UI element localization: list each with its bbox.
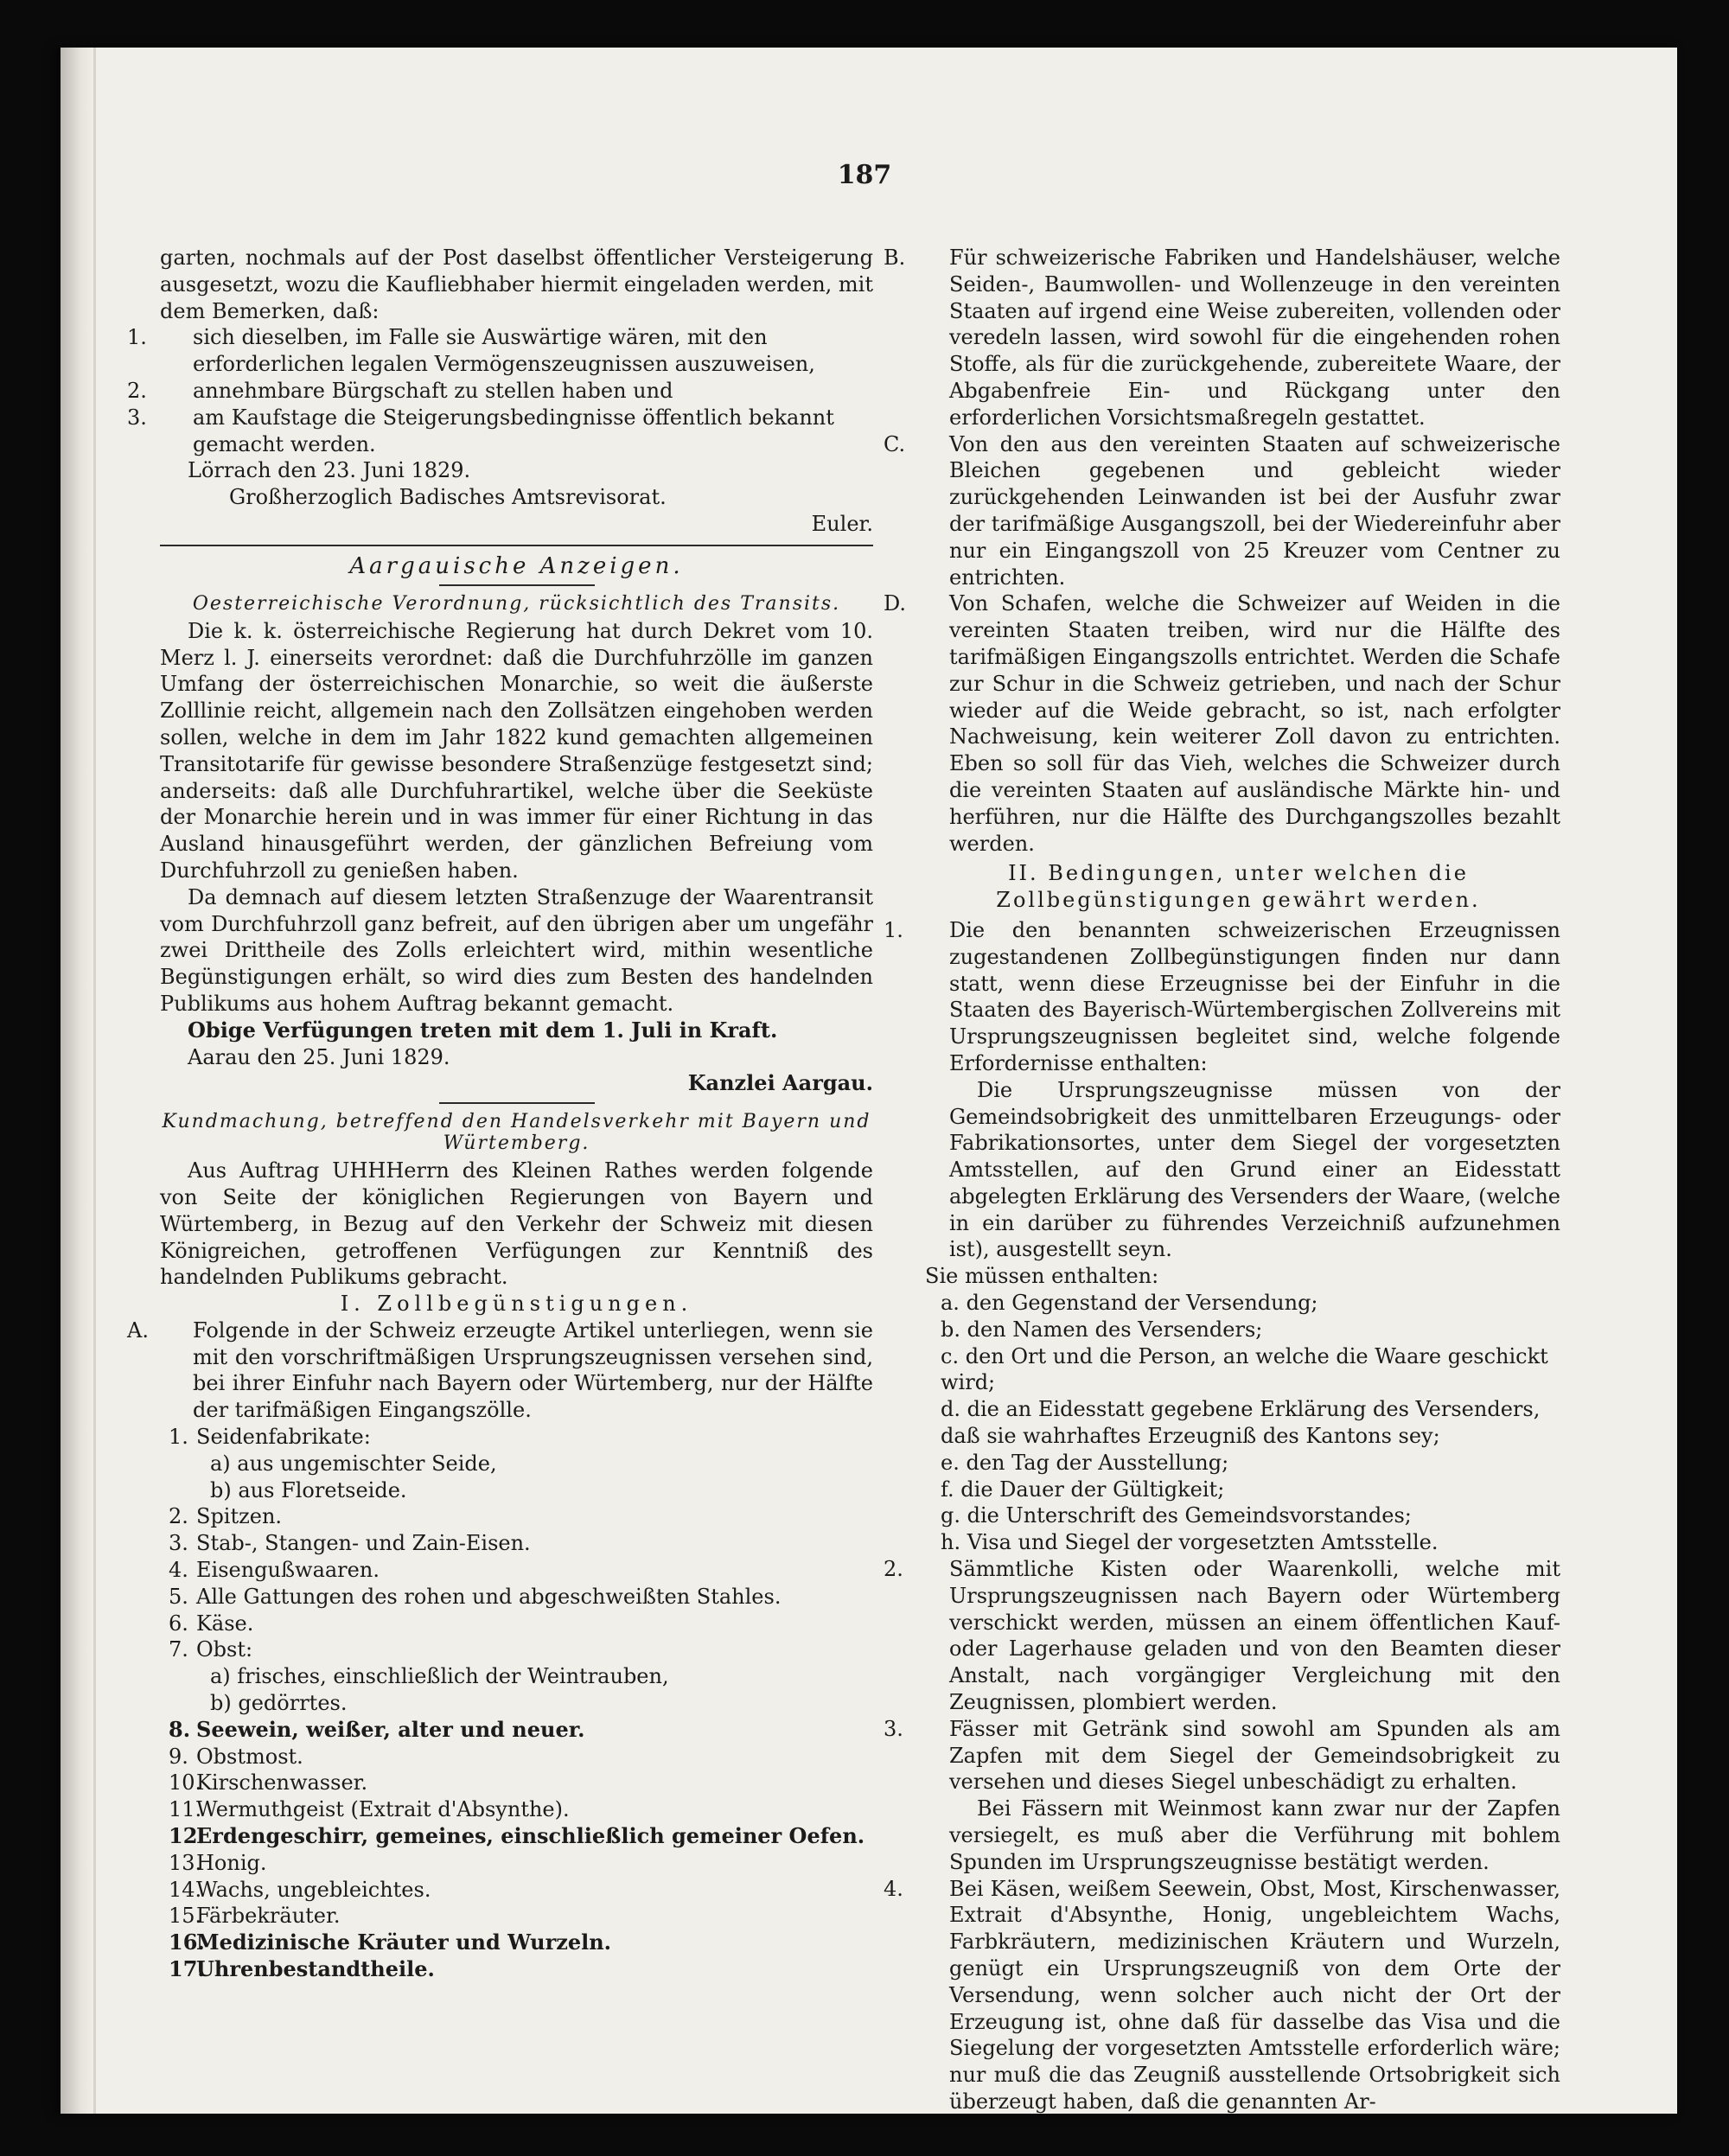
condition-3: 3. Fässer mit Getränk sind sowohl am Spunden als am Zapfen mit dem Siegel der Gemeindsobrigkeit zu versehen und dieses Siegel unbeschädigt zu erhalten. <box>884 1716 1560 1795</box>
list-item: g. die Unterschrift des Gemeindsvorstandes; <box>941 1503 1412 1528</box>
list-item: 6. Käse. <box>169 1611 254 1636</box>
list-item: 2. annehmbare Bürgschaft zu stellen haben und <box>127 378 673 403</box>
place-date: Aarau den 25. Juni 1829. <box>188 1044 450 1069</box>
condition-1-text: Die Ursprungszeugnisse müssen von der Gemeindsobrigkeit des unmittelbaren Erzeugungs- oder Fabrikationsortes, unter dem Siegel der vorgesetzten Amtsstellen, auf den Grund einer an Eidesstatt abgelegten Erklärung des Versenders der Waare, (welche in ein darüber zu führendes Verzeichniß aufzunehmen ist), ausgestellt seyn. <box>949 1077 1560 1262</box>
list-item: h. Visa und Siegel der vorgesetzten Amtsstelle. <box>941 1530 1439 1555</box>
list-item: 15.Färbekräuter. <box>169 1904 341 1929</box>
signature: Euler. <box>811 511 873 536</box>
list-item: 13.Honig. <box>169 1850 267 1875</box>
ordinance-title: Oesterreichische Verordnung, rücksichtlich des Transits. <box>192 592 841 615</box>
divider <box>439 1102 595 1104</box>
list-item: e. den Tag der Ausstellung; <box>941 1450 1229 1475</box>
item-D: D. Von Schafen, welche die Schweizer auf Weiden in die vereinten Staaten treiben, wird nur die Hälfte des tarifmäßigen Eingangszolls entrichtet. Werden die Schafe zur Schur in die Schweiz getrieben, und nach der Schur wieder auf die Weide gebracht, so ist, nach erfolgter Nachweisung, kein weiterer Zoll davon zu entrichten. Eben so soll für das Vieh, welches die Schweizer durch die vereinten Staaten auf ausländische Märkte hin- und herführen, nur die Hälfte des Durchgangszolles bezahlt werden. <box>884 591 1560 856</box>
list-item: 3. Stab-, Stangen- und Zain-Eisen. <box>169 1531 531 1556</box>
list-item: 8. Seewein, weißer, alter und neuer. <box>169 1716 585 1742</box>
list-item: 12.Erdengeschirr, gemeines, einschließlich gemeiner Oefen. <box>169 1823 865 1849</box>
list-item: f. die Dauer der Gültigkeit; <box>941 1477 1225 1502</box>
ordinance-paragraph: Die k. k. österreichische Regierung hat durch Dekret vom 10. Merz l. J. einerseits verordnet: daß die Durchfuhrzölle im ganzen Umfang der österreichischen Monarchie, so weit die äußerste Zolllinie reicht, allgemein nach den Zollsätzen eingehoben werden sollen, welche in dem im Jahr 1822 kund gemachten allgemeinen Transitotarife für gewisse besondere Straßenzüge festgesetzt sind; anderseits: daß alle Durchfuhrartikel, welche über die Seeküste der Monarchie herein und in was immer für einer Richtung in das Ausland hinausgeführt werden, der gänzlichen Befreiung vom Durchfuhrzoll zu genießen haben. <box>160 618 873 883</box>
ordinance-paragraph: Obige Verfügungen treten mit dem 1. Juli in Kraft. <box>188 1017 778 1043</box>
right-column <box>884 245 1560 2115</box>
heading-II: II. Bedingungen, unter welchen die Zollbegünstigungen gewährt werden. <box>996 861 1481 913</box>
list-item: 9. Obstmost. <box>169 1744 303 1769</box>
list-item: 5. Alle Gattungen des rohen und abgeschweißten Stahles. <box>169 1584 782 1609</box>
list-item: 16.Medizinische Kräuter und Wurzeln. <box>169 1930 612 1955</box>
notice-title: Kundmachung, betreffend den Handelsverkehr mit Bayern und Würtemberg. <box>162 1111 871 1155</box>
newspaper-page <box>61 48 1677 2114</box>
section-title: Aargauische Anzeigen. <box>349 552 684 579</box>
list-item: b) gedörrtes. <box>210 1691 348 1716</box>
item-A: A. Folgende in der Schweiz erzeugte Artikel unterliegen, wenn sie mit den vorschriftmäßigen Ursprungszeugnissen versehen sind, bei ihrer Einfuhr nach Bayern oder Würtemberg, nur der Hälfte der tarifmäßigen Eingangszölle. <box>127 1317 873 1423</box>
list-item: 7. Obst: <box>169 1637 253 1662</box>
list-item: b) aus Floretseide. <box>210 1477 407 1502</box>
page-number: 187 <box>837 160 892 190</box>
gutter-line <box>93 48 96 2114</box>
authority: Großherzoglich Badisches Amtsrevisorat. <box>229 485 667 510</box>
list-item: a. den Gegenstand der Versendung; <box>941 1291 1318 1316</box>
condition-3-text: Bei Fässern mit Weinmost kann zwar nur der Zapfen versiegelt, es muß aber die Verführung mit bohlem Spunden im Ursprungszeugnisse bestätigt werden. <box>949 1796 1560 1874</box>
list-item: 14.Wachs, ungebleichtes. <box>169 1877 431 1902</box>
list-item: 10.Kirschenwasser. <box>169 1770 368 1796</box>
left-column <box>127 245 873 1983</box>
list-item: a) aus ungemischter Seide, <box>210 1451 497 1476</box>
place-date: Lörrach den 23. Juni 1829. <box>188 458 471 483</box>
book-spine <box>61 48 95 2114</box>
list-item: 1. Seidenfabrikate: <box>169 1425 371 1450</box>
requirement-list <box>916 1290 1560 1556</box>
list-item: d. die an Eidesstatt gegebene Erklärung des Versenders, daß sie wahrhaftes Erzeugniß des Kantons sey; <box>941 1397 1541 1449</box>
list-item: 1. sich dieselben, im Falle sie Auswärtige wären, mit den erforderlichen legalen Vermögenszeugnissen auszuweisen, <box>127 325 815 377</box>
item-C: C. Von den aus den vereinten Staaten auf schweizerische Bleichen gegebenen und gebleicht wieder zurückgehenden Leinwanden ist bei der Ausfuhr zwar der tarifmäßige Ausgangszoll, bei der Wiedereinfuhr aber nur ein Eingangszoll von 25 Kreuzer vom Centner zu entrichten. <box>884 431 1560 590</box>
list-item: 4. Eisengußwaaren. <box>169 1558 380 1583</box>
list-item: 17.Uhrenbestandtheile. <box>169 1956 435 1982</box>
condition-2: 2. Sämmtliche Kisten oder Waarenkolli, welche mit Ursprungszeugnissen nach Bayern oder Würtemberg verschickt werden, müssen an einem öffentlichen Kauf- oder Lagerhause geladen und von den Beamten dieser Anstalt, nach vorgängiger Vergleichung mit den Zeugnissen, plombiert werden. <box>884 1557 1560 1715</box>
divider <box>160 545 873 546</box>
signature: Kanzlei Aargau. <box>687 1070 873 1096</box>
list-item: 3. am Kaufstage die Steigerungsbedingnisse öffentlich bekannt gemacht werden. <box>127 405 834 456</box>
ordinance-paragraph: Da demnach auf diesem letzten Straßenzuge der Waarentransit vom Durchfuhrzoll ganz befreit, auf den übrigen aber um ungefähr zwei Drittheile des Zolls erleichtert wird, mithin wesentliche Begünstigungen erhält, so wird dies zum Besten des handelnden Publikums aus hohem Auftrag bekannt gemacht. <box>160 884 873 1016</box>
notice-paragraph: Aus Auftrag UHHHerrn des Kleinen Rathes werden folgende von Seite der königlichen Regierungen von Bayern und Würtemberg, in Bezug auf den Verkehr der Schweiz mit diesen Königreichen, getroffenen Verfügungen zur Kenntniß des handelnden Publikums gebracht. <box>160 1158 873 1290</box>
article-list <box>160 1424 873 1983</box>
condition-4: 4. Bei Käsen, weißem Seewein, Obst, Most, Kirschenwasser, Extrait d'Absynthe, Honig, ungebleichtem Wachs, Farbkräutern, medizinischen Kräutern und Wurzeln, genügt ein Ursprungszeugniß von dem Orte der Versendung, wenn solcher auch nicht der Ort der Erzeugung ist, ohne daß für dasselbe das Visa und die Siegelung der vorgesetzten Amtsstelle erforderlich wäre; nur muß die das Zeugniß ausstellende Ortsobrigkeit sich überzeugt haben, daß die genannten Ar- <box>884 1876 1560 2114</box>
list-item: 11.Wermuthgeist (Extrait d'Absynthe). <box>169 1797 570 1822</box>
heading-I: I. Zollbegünstigungen. <box>340 1292 693 1317</box>
condition-1-sub: Sie müssen enthalten: <box>925 1264 1159 1289</box>
auction-conditions <box>127 324 873 457</box>
list-item: b. den Namen des Versenders; <box>941 1317 1263 1342</box>
list-item: c. den Ort und die Person, an welche die Waare geschickt wird; <box>941 1343 1548 1395</box>
divider <box>439 584 595 586</box>
item-B: B. Für schweizerische Fabriken und Handelshäuser, welche Seiden-, Baumwollen- und Wollenzeuge in den vereinten Staaten auf irgend eine Weise zubereiten, vollenden oder veredeln lassen, wird sowohl für die eingehenden rohen Stoffe, als für die zurückgehende, zubereitete Waare, der Abgabenfreie Ein- und Rückgang unter den erforderlichen Vorsichtsmaßregeln gestattet. <box>884 246 1560 430</box>
condition-1: 1. Die den benannten schweizerischen Erzeugnissen zugestandenen Zollbegünstigungen finden nur dann statt, wenn diese Erzeugnisse bei der Einfuhr in die Staaten des Bayerisch-Würtembergischen Zollvereins mit Ursprungszeugnissen begleitet sind, welche folgende Erfordernisse enthalten: <box>884 917 1560 1075</box>
list-item: 2. Spitzen. <box>169 1504 283 1529</box>
auction-intro: garten, nochmals auf der Post daselbst öffentlicher Versteigerung ausgesetzt, wozu die Kaufliebhaber hiermit eingeladen werden, mit dem Bemerken, daß: <box>160 246 873 323</box>
list-item: a) frisches, einschließlich der Weintrauben, <box>210 1664 669 1689</box>
